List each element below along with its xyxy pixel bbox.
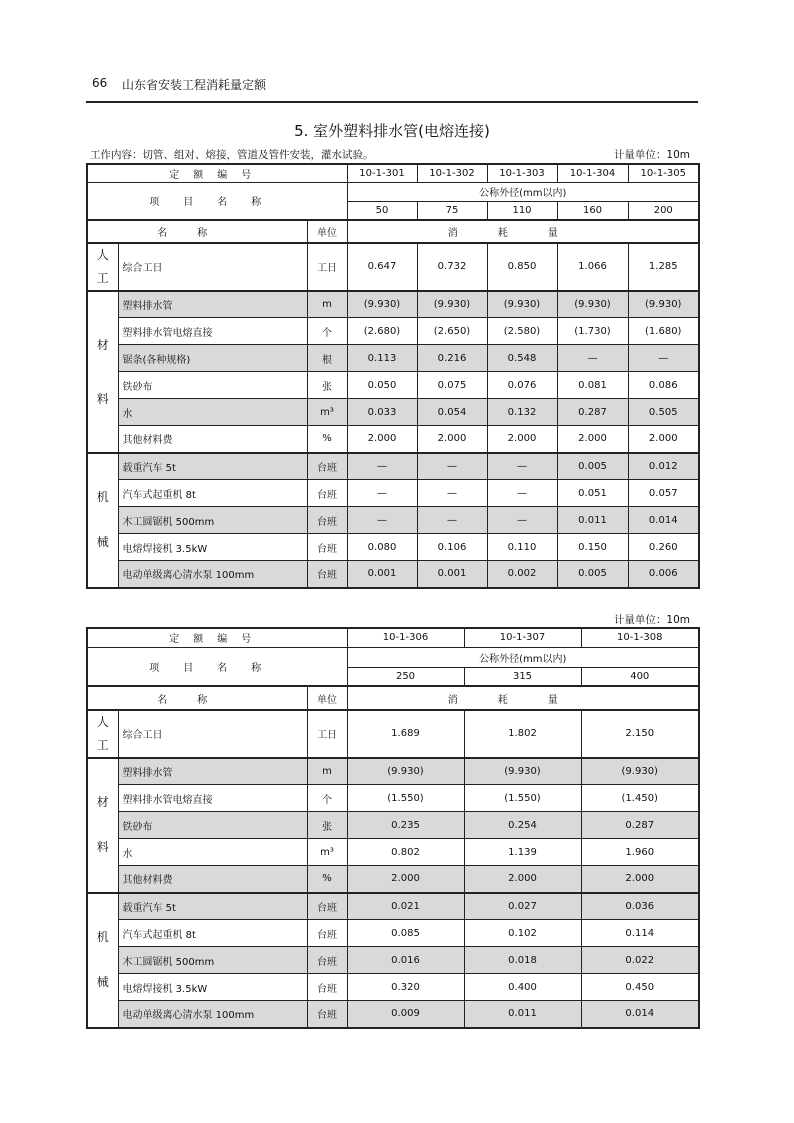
- consumption-value: —: [487, 480, 557, 507]
- consumption-value: 0.450: [581, 974, 699, 1001]
- quota-code: 10-1-307: [464, 628, 581, 647]
- unit-note-2: 计量单位：10m: [613, 614, 690, 626]
- category-machine: [87, 453, 118, 588]
- work-content: 工作内容：切管、组对、熔接，管道及管件安装，灌水试验。: [90, 149, 374, 161]
- resource-name: 木工圆锯机 500mm: [118, 507, 307, 534]
- table-row: [87, 1001, 699, 1028]
- consumption-value: (9.930): [417, 291, 487, 318]
- consumption-value: 0.802: [347, 839, 464, 866]
- resource-name: 电熔焊接机 3.5kW: [118, 974, 307, 1001]
- resource-name: 其他材料费: [118, 866, 307, 893]
- resource-unit: 台班: [307, 974, 347, 1001]
- consumption-value: (9.930): [628, 291, 699, 318]
- resource-name: 综合工日: [118, 243, 307, 291]
- quota-code-label: 定额编号: [87, 628, 347, 647]
- consumption-value: 0.086: [628, 372, 699, 399]
- quota-code: 10-1-301: [347, 164, 417, 182]
- table-row: [87, 243, 699, 291]
- consumption-value: (2.580): [487, 318, 557, 345]
- resource-unit: 个: [307, 785, 347, 812]
- consumption-value: 0.150: [557, 534, 628, 561]
- table-row: [87, 710, 699, 758]
- table-row: [87, 785, 699, 812]
- consumption-value: 0.022: [581, 947, 699, 974]
- consumption-value: 0.235: [347, 812, 464, 839]
- unit-header: 单位: [307, 220, 347, 243]
- consumption-value: 0.287: [557, 399, 628, 426]
- table-row: [87, 839, 699, 866]
- consumption-value: (2.680): [347, 318, 417, 345]
- consumption-value: (1.550): [347, 785, 464, 812]
- consumption-value: 0.011: [464, 1001, 581, 1028]
- quota-code: 10-1-302: [417, 164, 487, 182]
- quota-code: 10-1-308: [581, 628, 699, 647]
- consumption-value: 2.000: [557, 426, 628, 453]
- unit-header: 单位: [307, 686, 347, 710]
- consumption-value: 0.287: [581, 812, 699, 839]
- consumption-value: 0.548: [487, 345, 557, 372]
- consumption-value: 2.000: [581, 866, 699, 893]
- consumption-value: 1.066: [557, 243, 628, 291]
- resource-unit: 台班: [307, 480, 347, 507]
- table-row: [87, 372, 699, 399]
- consumption-value: 0.054: [417, 399, 487, 426]
- consumption-value: —: [557, 345, 628, 372]
- resource-unit: %: [307, 426, 347, 453]
- item-name-label: 项目名称: [87, 647, 347, 686]
- resource-name: 塑料排水管电熔直接: [118, 318, 307, 345]
- consumption-value: —: [417, 480, 487, 507]
- resource-unit: 台班: [307, 920, 347, 947]
- resource-unit: 台班: [307, 561, 347, 588]
- resource-unit: 台班: [307, 534, 347, 561]
- consumption-value: (9.930): [581, 758, 699, 785]
- quota-code-label: 定额编号: [87, 164, 347, 182]
- resource-unit: 张: [307, 372, 347, 399]
- name-header: 名称: [87, 220, 307, 243]
- table-row: [87, 758, 699, 785]
- consumption-value: (9.930): [557, 291, 628, 318]
- quota-code: 10-1-303: [487, 164, 557, 182]
- resource-unit: m: [307, 291, 347, 318]
- resource-unit: m: [307, 758, 347, 785]
- consumption-value: 0.320: [347, 974, 464, 1001]
- resource-name: 塑料排水管: [118, 758, 307, 785]
- resource-name: 综合工日: [118, 710, 307, 758]
- page-header: [86, 76, 698, 103]
- consumption-value: 2.000: [417, 426, 487, 453]
- book-title: 山东省安装工程消耗量定额: [122, 78, 267, 92]
- consumption-value: 0.505: [628, 399, 699, 426]
- resource-name: 电熔焊接机 3.5kW: [118, 534, 307, 561]
- resource-name: 载重汽车 5t: [118, 453, 307, 480]
- table-row: [87, 812, 699, 839]
- category-material: [87, 758, 118, 893]
- category-material-label: 材料: [96, 337, 109, 406]
- consumption-value: 2.000: [347, 426, 417, 453]
- diameter-value: 315: [464, 667, 581, 686]
- work-content-line: [90, 147, 690, 161]
- table-row: [87, 426, 699, 453]
- quota-code: 10-1-306: [347, 628, 464, 647]
- consumption-value: 0.005: [557, 561, 628, 588]
- consumption-value: —: [417, 507, 487, 534]
- item-name-label: 项目名称: [87, 182, 347, 220]
- consumption-header: 消耗量: [347, 686, 699, 710]
- resource-name: 汽车式起重机 8t: [118, 920, 307, 947]
- consumption-value: —: [347, 480, 417, 507]
- consumption-value: (9.930): [347, 291, 417, 318]
- resource-unit: 台班: [307, 893, 347, 920]
- consumption-value: 0.011: [557, 507, 628, 534]
- consumption-value: 0.647: [347, 243, 417, 291]
- consumption-value: 0.081: [557, 372, 628, 399]
- spec-row: [87, 647, 699, 667]
- consumption-value: 0.021: [347, 893, 464, 920]
- consumption-value: (9.930): [487, 291, 557, 318]
- resource-unit: 台班: [307, 1001, 347, 1028]
- consumption-value: 0.114: [581, 920, 699, 947]
- code-row: [87, 164, 699, 182]
- table-row: [87, 345, 699, 372]
- consumption-value: 2.000: [628, 426, 699, 453]
- spec-label: 公称外径(mm以内): [347, 182, 699, 201]
- table-row: [87, 399, 699, 426]
- resource-name: 水: [118, 839, 307, 866]
- consumption-value: 1.689: [347, 710, 464, 758]
- consumption-value: 0.005: [557, 453, 628, 480]
- consumption-value: 0.400: [464, 974, 581, 1001]
- spec-label: 公称外径(mm以内): [347, 647, 699, 667]
- quota-table-1-body: [87, 164, 699, 588]
- consumption-value: 0.002: [487, 561, 557, 588]
- consumption-value: 0.016: [347, 947, 464, 974]
- quota-code: 10-1-305: [628, 164, 699, 182]
- consumption-value: —: [628, 345, 699, 372]
- resource-name: 电动单级离心清水泵 100mm: [118, 1001, 307, 1028]
- table-row: [87, 291, 699, 318]
- table-row: [87, 947, 699, 974]
- consumption-value: (9.930): [464, 758, 581, 785]
- consumption-value: 0.050: [347, 372, 417, 399]
- consumption-value: (2.650): [417, 318, 487, 345]
- consumption-value: 0.260: [628, 534, 699, 561]
- consumption-value: 0.014: [628, 507, 699, 534]
- consumption-value: 1.285: [628, 243, 699, 291]
- quota-code: 10-1-304: [557, 164, 628, 182]
- consumption-value: 0.033: [347, 399, 417, 426]
- consumption-value: 0.001: [417, 561, 487, 588]
- resource-name: 铁砂布: [118, 372, 307, 399]
- consumption-value: —: [487, 507, 557, 534]
- table-row: [87, 480, 699, 507]
- consumption-value: 0.254: [464, 812, 581, 839]
- consumption-value: 0.085: [347, 920, 464, 947]
- table-row: [87, 866, 699, 893]
- consumption-value: (1.550): [464, 785, 581, 812]
- consumption-header: 消耗量: [347, 220, 699, 243]
- resource-name: 锯条(各种规格): [118, 345, 307, 372]
- resource-unit: m³: [307, 399, 347, 426]
- resource-unit: 台班: [307, 507, 347, 534]
- column-header-row: [87, 220, 699, 243]
- resource-unit: 根: [307, 345, 347, 372]
- consumption-value: 2.000: [464, 866, 581, 893]
- table-row: [87, 893, 699, 920]
- resource-unit: m³: [307, 839, 347, 866]
- resource-name: 木工圆锯机 500mm: [118, 947, 307, 974]
- consumption-value: —: [347, 507, 417, 534]
- name-header: 名称: [87, 686, 307, 710]
- consumption-value: 0.018: [464, 947, 581, 974]
- consumption-value: 0.076: [487, 372, 557, 399]
- diameter-value: 50: [347, 201, 417, 220]
- consumption-value: 0.110: [487, 534, 557, 561]
- consumption-value: 1.960: [581, 839, 699, 866]
- table-row: [87, 974, 699, 1001]
- consumption-value: 0.014: [581, 1001, 699, 1028]
- table-row: [87, 318, 699, 345]
- consumption-value: 0.102: [464, 920, 581, 947]
- diameter-value: 250: [347, 667, 464, 686]
- consumption-value: 0.106: [417, 534, 487, 561]
- consumption-value: 0.027: [464, 893, 581, 920]
- consumption-value: 2.150: [581, 710, 699, 758]
- quota-table-1: [86, 163, 700, 589]
- category-material: [87, 291, 118, 453]
- consumption-value: 0.075: [417, 372, 487, 399]
- consumption-value: (9.930): [347, 758, 464, 785]
- resource-name: 载重汽车 5t: [118, 893, 307, 920]
- consumption-value: 0.009: [347, 1001, 464, 1028]
- category-material-label: 材料: [96, 795, 109, 855]
- consumption-value: 0.051: [557, 480, 628, 507]
- category-machine: [87, 893, 118, 1028]
- resource-name: 汽车式起重机 8t: [118, 480, 307, 507]
- resource-unit: 台班: [307, 453, 347, 480]
- resource-name: 水: [118, 399, 307, 426]
- resource-unit: %: [307, 866, 347, 893]
- consumption-value: 0.012: [628, 453, 699, 480]
- resource-unit: 工日: [307, 243, 347, 291]
- resource-name: 其他材料费: [118, 426, 307, 453]
- section-title: 5. 室外塑料排水管(电熔连接): [294, 122, 490, 140]
- category-labor-label: 人工: [96, 248, 109, 285]
- consumption-value: 0.216: [417, 345, 487, 372]
- diameter-value: 75: [417, 201, 487, 220]
- code-row: [87, 628, 699, 647]
- table-row: [87, 561, 699, 588]
- consumption-value: —: [347, 453, 417, 480]
- category-labor-label: 人工: [96, 715, 109, 752]
- resource-name: 塑料排水管电熔直接: [118, 785, 307, 812]
- consumption-value: 0.132: [487, 399, 557, 426]
- consumption-value: 0.036: [581, 893, 699, 920]
- consumption-value: 1.802: [464, 710, 581, 758]
- quota-table-2-body: [87, 628, 699, 1028]
- category-labor: [87, 243, 118, 291]
- consumption-value: 0.001: [347, 561, 417, 588]
- table-row: [87, 920, 699, 947]
- page-number: 66: [92, 76, 108, 90]
- diameter-value: 400: [581, 667, 699, 686]
- consumption-value: 2.000: [347, 866, 464, 893]
- consumption-value: —: [487, 453, 557, 480]
- consumption-value: 0.113: [347, 345, 417, 372]
- consumption-value: (1.680): [628, 318, 699, 345]
- quota-table-2: [86, 627, 700, 1029]
- consumption-value: 2.000: [487, 426, 557, 453]
- table-row: [87, 534, 699, 561]
- category-machine-label: 机械: [96, 490, 109, 550]
- consumption-value: 0.732: [417, 243, 487, 291]
- consumption-value: 0.057: [628, 480, 699, 507]
- consumption-value: 0.850: [487, 243, 557, 291]
- consumption-value: (1.450): [581, 785, 699, 812]
- column-header-row: [87, 686, 699, 710]
- consumption-value: 0.006: [628, 561, 699, 588]
- unit-note-1: 计量单位：10m: [613, 149, 690, 161]
- category-machine-label: 机械: [96, 930, 109, 990]
- resource-name: 电动单级离心清水泵 100mm: [118, 561, 307, 588]
- category-labor: [87, 710, 118, 758]
- consumption-value: —: [417, 453, 487, 480]
- resource-name: 铁砂布: [118, 812, 307, 839]
- diameter-value: 110: [487, 201, 557, 220]
- diameter-value: 200: [628, 201, 699, 220]
- resource-unit: 工日: [307, 710, 347, 758]
- consumption-value: 1.139: [464, 839, 581, 866]
- consumption-value: 0.080: [347, 534, 417, 561]
- resource-name: 塑料排水管: [118, 291, 307, 318]
- table-row: [87, 453, 699, 480]
- resource-unit: 张: [307, 812, 347, 839]
- spec-row: [87, 182, 699, 201]
- consumption-value: (1.730): [557, 318, 628, 345]
- resource-unit: 台班: [307, 947, 347, 974]
- resource-unit: 个: [307, 318, 347, 345]
- table-row: [87, 507, 699, 534]
- diameter-value: 160: [557, 201, 628, 220]
